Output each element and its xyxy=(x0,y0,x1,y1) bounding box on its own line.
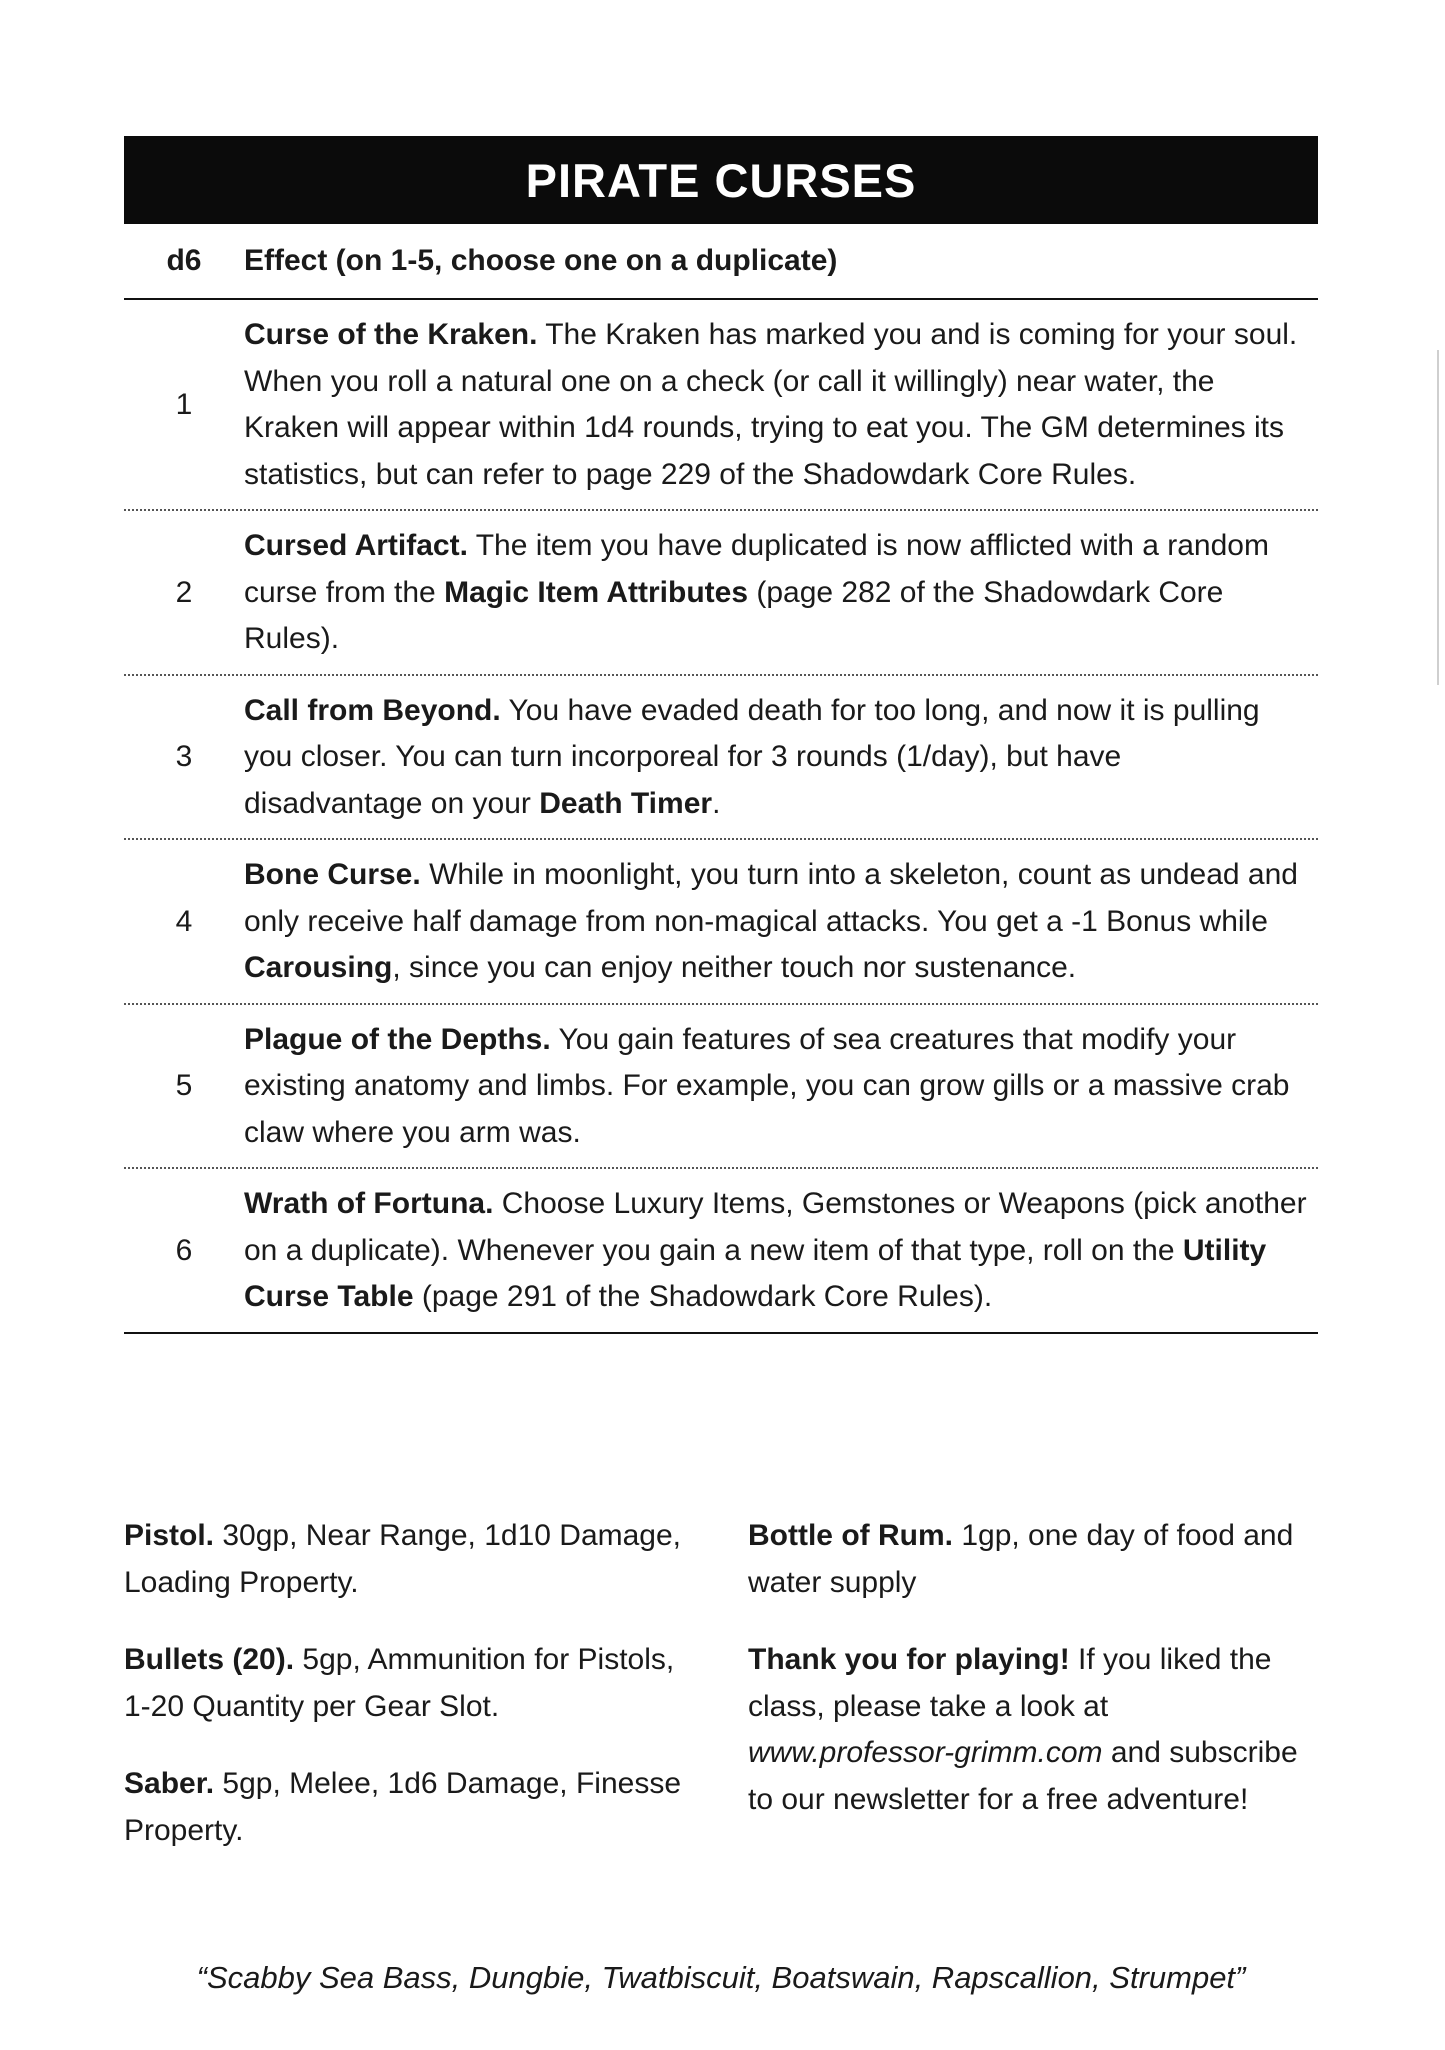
curse-reference: Carousing xyxy=(244,951,393,984)
curse-reference: Magic Item Attributes xyxy=(444,575,749,609)
curse-reference: Utility Curse Table xyxy=(244,1233,1267,1313)
row-effect xyxy=(244,852,1318,992)
row-effect xyxy=(244,1017,1318,1157)
gear-text: 5gp, Ammunition for Pistols, 1-20 Quantity per Gear Slot. xyxy=(124,1643,675,1723)
row-die: 1 xyxy=(175,387,193,421)
curse-text: The item you have duplicated is now afflicted with a random curse from the xyxy=(244,529,1269,609)
row-die: 2 xyxy=(175,575,193,609)
table-row xyxy=(124,511,1318,676)
table-row xyxy=(124,1005,1318,1170)
curse-name: Wrath of Fortuna. xyxy=(244,1187,494,1220)
curse-name: Plague of the Depths. xyxy=(244,1022,551,1056)
header-effect: Effect (on 1-5, choose one on a duplicate) xyxy=(244,244,838,277)
footer-quote: “Scabby Sea Bass, Dungbie, Twatbiscuit, Boatswain, Rapscallion, Strumpet” xyxy=(196,1960,1246,1995)
row-die: 6 xyxy=(175,1233,193,1267)
row-die: 3 xyxy=(175,740,193,773)
curse-text: . xyxy=(712,786,721,820)
row-effect xyxy=(244,523,1318,663)
thank-you-text: and subscribe to our newsletter for a free adventure! xyxy=(748,1736,1298,1816)
table-row xyxy=(124,300,1318,511)
thank-you-lead: Thank you for playing! xyxy=(748,1643,1070,1676)
website-link[interactable]: www.professor-grimm.com xyxy=(748,1736,1103,1769)
curse-text: (page 282 of the Shadowdark Core Rules). xyxy=(244,575,1224,655)
curse-text: The Kraken has marked you and is coming for your soul. When you roll a natural one on a check (or call it willingly) near water, the Kraken will appear within 1d4 rounds, trying to eat you. The GM determines its statistics, but can refer to page 229 of the Shadowdark Core Rules. xyxy=(244,318,1298,491)
header-die: d6 xyxy=(166,244,202,277)
curse-text: , since you can enjoy neither touch nor sustenance. xyxy=(392,951,1077,984)
row-effect xyxy=(244,312,1318,498)
curse-name: Curse of the Kraken. xyxy=(244,318,538,351)
gear-and-notes xyxy=(124,1513,1318,1885)
table-title: PIRATE CURSES xyxy=(124,136,1318,224)
gear-text: 30gp, Near Range, 1d10 Damage, Loading Property. xyxy=(124,1519,682,1599)
gear-saber xyxy=(124,1761,684,1854)
gear-column-right xyxy=(748,1513,1318,1885)
gear-name: Pistol. xyxy=(124,1519,215,1552)
page-edge-mark xyxy=(1437,350,1439,685)
gear-text: 5gp, Melee, 1d6 Damage, Finesse Property. xyxy=(124,1767,682,1847)
row-effect xyxy=(244,688,1318,828)
gear-pistol xyxy=(124,1513,684,1606)
curse-text: While in moonlight, you turn into a skeleton, count as undead and only receive half damage from non-magical attacks. You get a -1 Bonus while xyxy=(244,858,1298,938)
gear-rum xyxy=(748,1513,1318,1606)
curse-text: (page 291 of the Shadowdark Core Rules). xyxy=(421,1280,993,1313)
table-row xyxy=(124,676,1318,841)
row-effect xyxy=(244,1181,1318,1321)
table-header-row xyxy=(124,224,1318,300)
table-row xyxy=(124,1169,1318,1334)
row-die: 4 xyxy=(175,904,193,938)
gear-bullets xyxy=(124,1637,684,1730)
gear-text: 1gp, one day of food and water supply xyxy=(748,1519,1294,1599)
curse-name: Cursed Artifact. xyxy=(244,529,468,562)
gear-name: Bottle of Rum. xyxy=(748,1519,953,1552)
curse-reference: Death Timer xyxy=(539,786,713,820)
pirate-curses-table xyxy=(124,136,1318,1334)
curse-text: You gain features of sea creatures that modify your existing anatomy and limbs. For example, you can grow gills or a massive crab claw where you arm was. xyxy=(244,1022,1290,1149)
gear-name: Saber. xyxy=(124,1767,215,1800)
curse-text: You have evaded death for too long, and now it is pulling you closer. You can turn incorporeal for 3 rounds (1/day), but have disadvantage on your xyxy=(244,693,1260,820)
row-die: 5 xyxy=(175,1069,193,1102)
curse-name: Call from Beyond. xyxy=(244,693,501,727)
thank-you-note xyxy=(748,1637,1318,1823)
curse-name: Bone Curse. xyxy=(244,858,421,891)
curse-text: Choose Luxury Items, Gemstones or Weapons (pick another on a duplicate). Whenever you gain a new item of that type, roll on the xyxy=(244,1187,1307,1267)
table-row xyxy=(124,840,1318,1005)
gear-column-left xyxy=(124,1513,684,1885)
gear-name: Bullets (20). xyxy=(124,1643,295,1676)
thank-you-text: If you liked the class, please take a look at xyxy=(748,1643,1272,1723)
